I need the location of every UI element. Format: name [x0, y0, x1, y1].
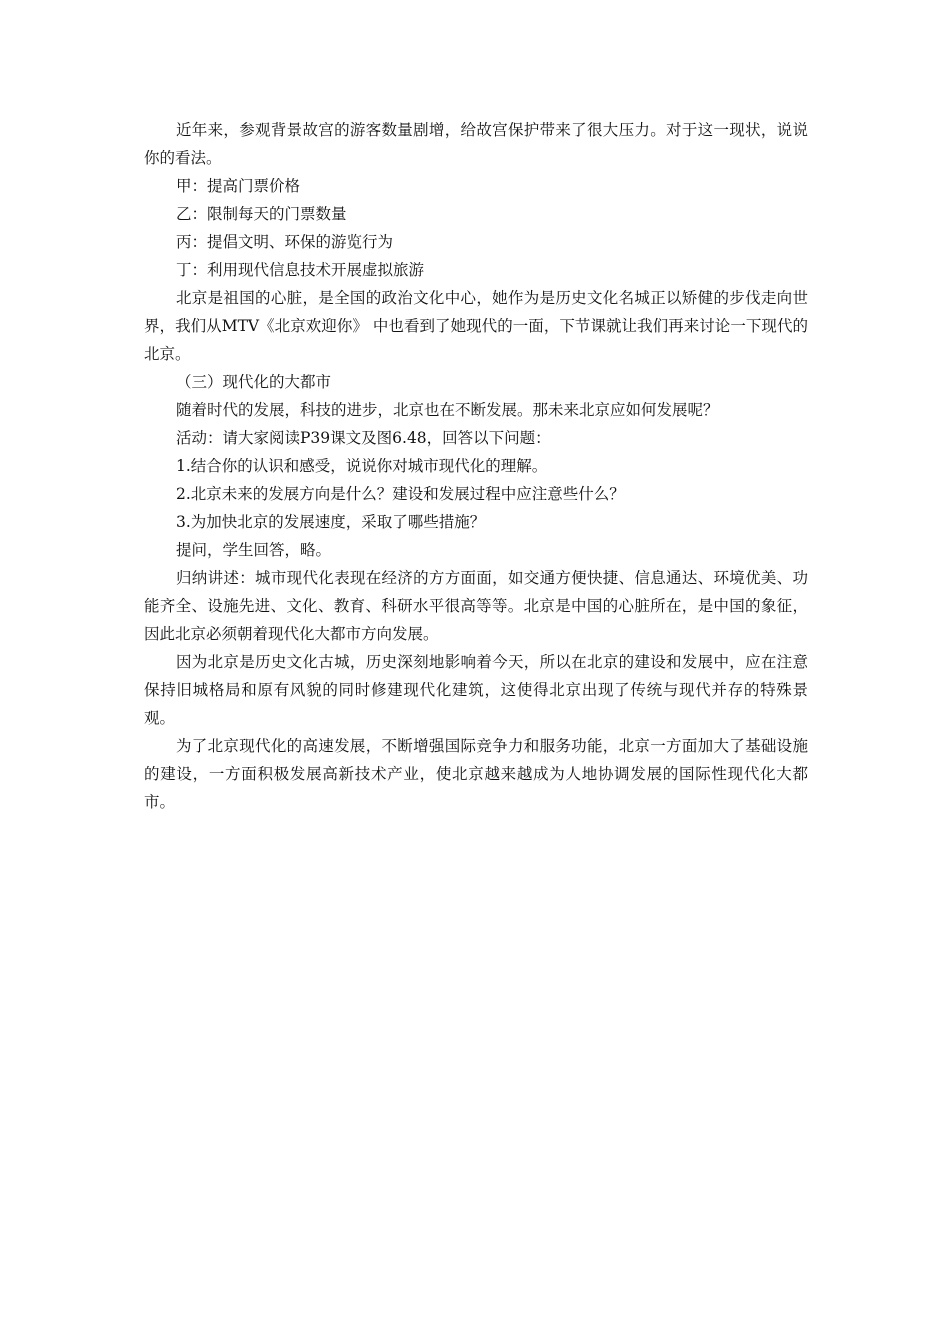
section-heading: （三）现代化的大都市	[176, 373, 332, 391]
paragraph-historic-city: 因为北京是历史文化古城，历史深刻地影响着今天，所以在北京的建设和发展中，应在注意保持旧城格局和原有风貌的同时修建现代化建筑，这使得北京出现了传统与现代并存的特殊景观。	[144, 653, 808, 727]
option-d: 丁：利用现代信息技术开展虚拟旅游	[176, 261, 425, 279]
question-1: 1.结合你的认识和感受，说说你对城市现代化的理解。	[176, 457, 548, 475]
paragraph-beijing-heart: 北京是祖国的心脏，是全国的政治文化中心，她作为是历史文化名城正以矫健的步伐走向世界，我们从MTV《北京欢迎你》 中也看到了她现代的一面，下节课就让我们再来讨论一下现代的北京。	[144, 289, 808, 363]
activity-instruction: 活动：请大家阅读P39课文及图6.48，回答以下问题：	[176, 429, 551, 447]
document-body	[144, 116, 808, 816]
option-b: 乙：限制每天的门票数量	[176, 205, 347, 223]
paragraph-summary: 归纳讲述：城市现代化表现在经济的方方面面，如交通方便快捷、信息通达、环境优美、功能齐全、设施先进、文化、教育、科研水平很高等等。北京是中国的心脏所在，是中国的象征，因此北京必须朝着现代化大都市方向发展。	[144, 569, 808, 643]
paragraph-development: 随着时代的发展，科技的进步，北京也在不断发展。那未来北京应如何发展呢？	[176, 401, 719, 419]
question-3: 3.为加快北京的发展速度，采取了哪些措施？	[176, 513, 486, 531]
answer-note: 提问，学生回答，略。	[176, 541, 332, 559]
question-2: 2.北京未来的发展方向是什么？建设和发展过程中应注意些什么？	[176, 485, 625, 503]
paragraph-modernization: 为了北京现代化的高速发展，不断增强国际竞争力和服务功能，北京一方面加大了基础设施的建设，一方面积极发展高新技术产业，使北京越来越成为人地协调发展的国际性现代化大都市。	[144, 737, 808, 811]
paragraph-intro-question: 近年来，参观背景故宫的游客数量剧增，给故宫保护带来了很大压力。对于这一现状，说说你的看法。	[144, 121, 808, 167]
option-c: 丙：提倡文明、环保的游览行为	[176, 233, 394, 251]
option-a: 甲：提高门票价格	[176, 177, 301, 195]
